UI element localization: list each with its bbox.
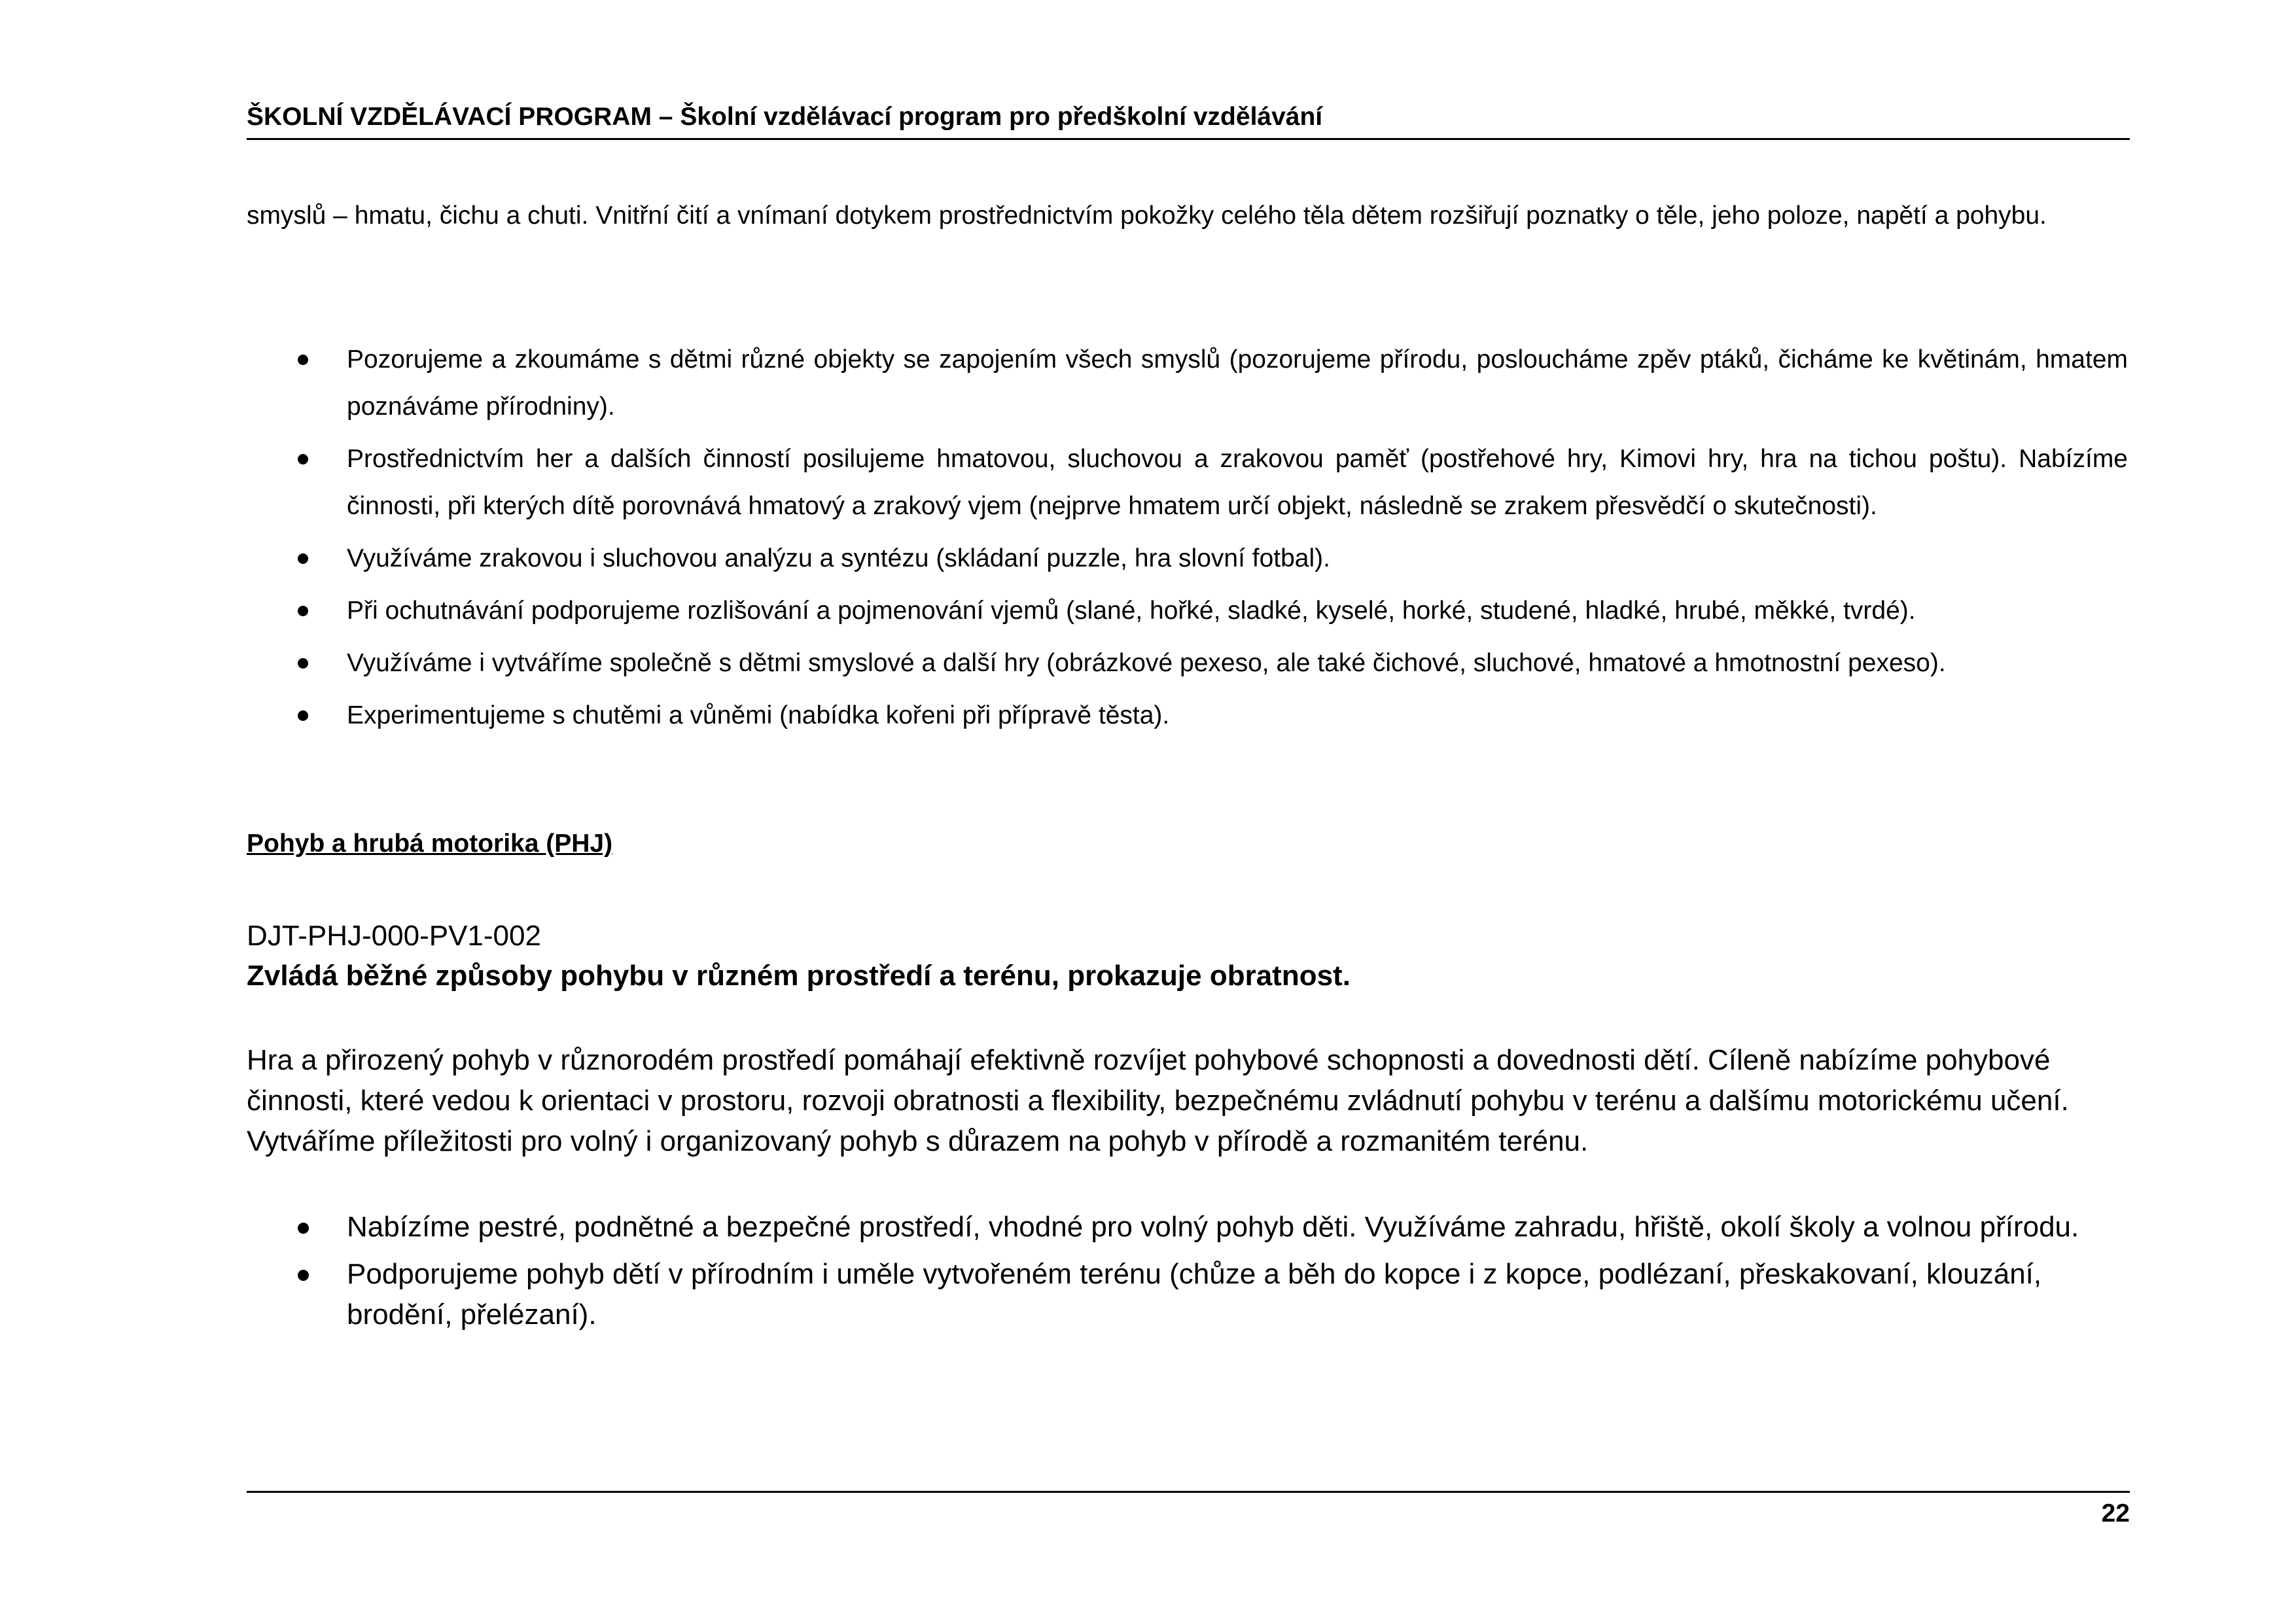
list-item: Využíváme i vytváříme společně s dětmi smyslové a další hry (obrázkové pexeso, ale také čichové, sluchové, hmatové a hmotnostní pexeso).: [347, 640, 2128, 687]
list-item: Využíváme zrakovou i sluchovou analýzu a syntézu (skládaní puzzle, hra slovní fotbal).: [347, 535, 2128, 582]
outcome-goal: Zvládá běžné způsoby pohybu v různém prostředí a terénu, prokazuje obratnost.: [247, 960, 1351, 992]
movement-activity-list: [347, 1207, 2128, 1342]
list-item: Nabízíme pestré, podnětné a bezpečné prostředí, vhodné pro volný pohyb děti. Využíváme zahradu, hřiště, okolí školy a volnou přírodu.: [347, 1207, 2128, 1248]
list-item: Podporujeme pohyb dětí v přírodním i uměle vytvořeném terénu (chůze a běh do kopce i z kopce, podlézaní, přeskakovaní, klouzání, brodění, přelézaní).: [347, 1254, 2128, 1335]
intro-paragraph: smyslů – hmatu, čichu a chuti. Vnitřní čití a vnímaní dotykem prostřednictvím pokožky celého těla dětem rozšiřují poznatky o těle, jeho poloze, napětí a pohybu.: [247, 201, 2047, 230]
page-header: [247, 99, 2130, 140]
page-number: 22: [2101, 1499, 2130, 1527]
list-item: Experimentujeme s chutěmi a vůněmi (nabídka kořeni při přípravě těsta).: [347, 692, 2128, 739]
section-paragraph: Hra a přirozený pohyb v různorodém prostředí pomáhají efektivně rozvíjet pohybové schopnosti a dovednosti dětí. Cíleně nabízíme pohybové činnosti, které vedou k orientaci v prostoru, rozvoji obratnosti a flexibility, bezpečnému zvládnutí pohybu v terénu a dalšímu motorickému učení. Vytváříme příležitosti pro volný i organizovaný pohyb s důrazem na pohyb v přírodě a rozmanitém terénu.: [247, 1044, 2069, 1157]
list-item: Pozorujeme a zkoumáme s dětmi různé objekty se zapojením všech smyslů (pozorujeme přírodu, posloucháme zpěv ptáků, čicháme ke květinám, hmatem poznáváme přírodniny).: [347, 336, 2128, 430]
footer-divider: [247, 1491, 2130, 1493]
section-heading: Pohyb a hrubá motorika (PHJ): [247, 829, 613, 858]
list-item: Prostřednictvím her a dalších činností posilujeme hmatovou, sluchovou a zrakovou paměť (postřehové hry, Kimovi hry, hra na tichou poštu). Nabízíme činnosti, při kterých dítě porovnává hmatový a zrakový vjem (nejprve hmatem určí objekt, následně se zrakem přesvědčí o skutečnosti).: [347, 436, 2128, 530]
senses-activity-list: [347, 336, 2128, 744]
document-title: ŠKOLNÍ VZDĚLÁVACÍ PROGRAM – Školní vzdělávací program pro předškolní vzdělávání: [247, 103, 1323, 131]
list-item: Při ochutnávání podporujeme rozlišování a pojmenování vjemů (slané, hořké, sladké, kyselé, horké, studené, hladké, hrubé, měkké, tvrdé).: [347, 587, 2128, 635]
outcome-code: DJT-PHJ-000-PV1-002: [247, 920, 541, 952]
